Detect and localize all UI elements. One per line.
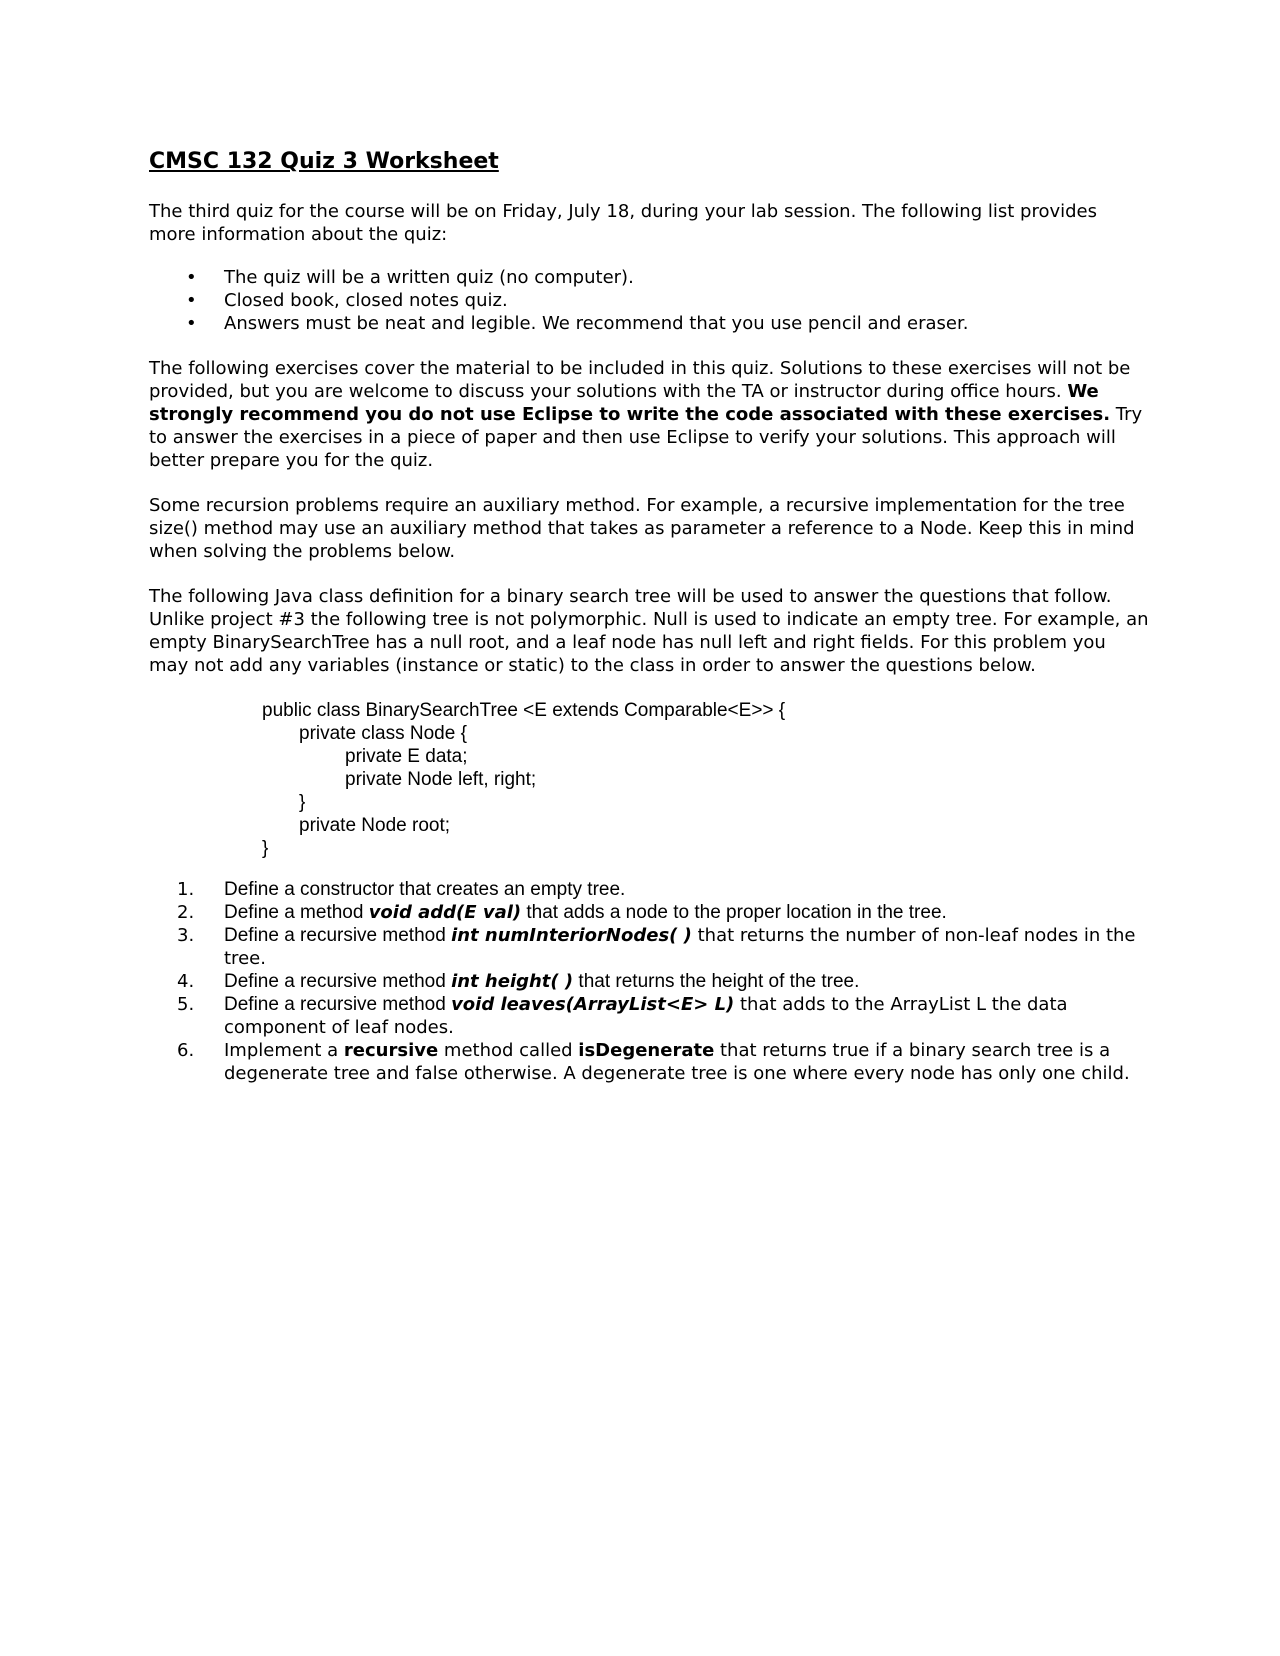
intro-paragraph: The third quiz for the course will be on Friday, July 18, during your lab session. The following list provides more information about the quiz:	[149, 201, 1097, 245]
code-line: public class BinarySearchTree <E extends Comparable<E>> {	[262, 700, 786, 721]
bullet-icon: •	[186, 267, 197, 288]
code-line: private E data;	[345, 746, 468, 767]
class-definition-paragraph: The following Java class definition for a binary search tree will be used to answer the questions that follow. Unlike project #3 the following tree is not polymorphic. Null is used to indicate an empty tree. For example, an empty BinarySearchTree has a null root, and a leaf node has null left and right fields. For this problem you may not add any variables (instance or static) to the class in order to answer the questions below.	[149, 586, 1149, 676]
bullet-icon: •	[186, 290, 197, 311]
question-item: 2. Define a method void add(E val) that adds a node to the proper location in the tree.	[177, 902, 947, 923]
question-item: 4. Define a recursive method int height( ) that returns the height of the tree.	[177, 971, 860, 992]
exercises-paragraph: The following exercises cover the material to be included in this quiz. Solutions to these exercises will not be provided, but you are welcome to discuss your solutions with the TA or instructor during office hours. We strongly recommend you do not use Eclipse to write the code associated with these exercises. Try to answer the exercises in a piece of paper and then use Eclipse to verify your solutions. This approach will better prepare you for the quiz.	[149, 358, 1143, 471]
recursion-paragraph: Some recursion problems require an auxiliary method. For example, a recursive implementation for the tree size() method may use an auxiliary method that takes as parameter a reference to a Node. Keep this in mind when solving the problems below.	[149, 495, 1135, 562]
code-line: }	[299, 792, 306, 813]
questions-list	[149, 878, 1149, 1085]
code-line: }	[262, 838, 269, 859]
list-item: • The quiz will be a written quiz (no computer).	[186, 267, 634, 288]
question-item: 1. Define a constructor that creates an empty tree.	[177, 879, 626, 900]
list-item: • Closed book, closed notes quiz.	[186, 290, 508, 311]
worksheet-page	[149, 148, 1149, 1085]
code-line: private class Node {	[299, 723, 467, 744]
quiz-info-list	[149, 266, 1149, 335]
code-line: private Node root;	[299, 815, 451, 836]
code-block	[262, 699, 1149, 860]
question-item: 6. Implement a recursive method called isDegenerate that returns true if a binary search tree is a degenerate tree and false otherwise. A degenerate tree is one where every node has only one child.	[177, 1040, 1130, 1084]
page-title: CMSC 132 Quiz 3 Worksheet	[149, 149, 499, 174]
eclipse-warning: We strongly recommend you do not use Eclipse to write the code associated with these exercises.	[149, 381, 1111, 425]
bullet-icon: •	[186, 313, 197, 334]
list-item: • Answers must be neat and legible. We recommend that you use pencil and eraser.	[186, 313, 969, 334]
question-item: 5. Define a recursive method void leaves(ArrayList<E> L) that adds to the ArrayList L the data component of leaf nodes.	[177, 994, 1068, 1038]
question-item: 3. Define a recursive method int numInteriorNodes( ) that returns the number of non-leaf nodes in the tree.	[177, 925, 1136, 969]
code-line: private Node left, right;	[345, 769, 537, 790]
